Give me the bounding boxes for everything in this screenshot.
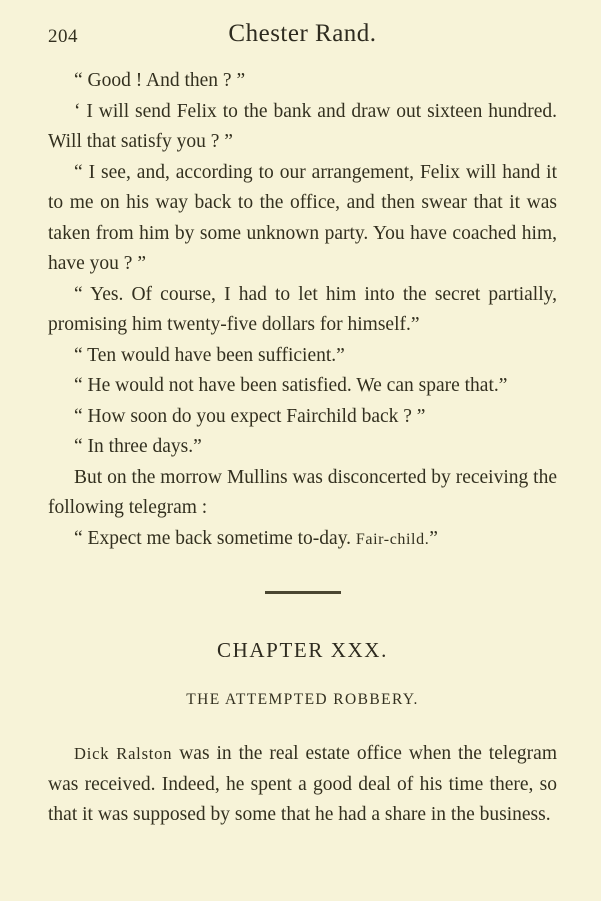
paragraph: But on the morrow Mullins was disconcerted by receiving the following telegram : xyxy=(48,466,557,518)
chapter-opening-name: Dick Ralston xyxy=(74,744,173,763)
telegram-quote xyxy=(48,524,557,556)
paragraph: “ He would not have been satisfied. We can spare that.” xyxy=(74,375,508,396)
telegram-signature-tail: ” xyxy=(429,527,438,549)
telegram-signature: Fair-child. xyxy=(355,530,430,548)
chapter-opening-paragraph xyxy=(48,739,557,831)
section-divider-rule xyxy=(265,591,341,594)
chapter-body-text xyxy=(48,739,557,831)
chapter-heading: CHAPTER XXX. xyxy=(217,638,388,662)
chapter-subheading: THE ATTEMPTED ROBBERY. xyxy=(186,691,419,708)
chapter-opening-rest: was in the real estate office when the telegram was received. Indeed, he spent a good deal of his time there, so that it was supposed by some that he had a share in the business. xyxy=(48,743,558,825)
paragraph: “ Yes. Of course, I had to let him into the secret partially, promising him twenty-five dollars for himself.” xyxy=(48,283,557,335)
telegram-text: “ Expect me back sometime to-day. xyxy=(74,527,356,549)
page-number: 204 xyxy=(48,26,78,47)
paragraph: “ Good ! And then ? ” xyxy=(74,70,246,91)
running-head xyxy=(48,18,557,60)
paragraph: “ How soon do you expect Fairchild back ? ” xyxy=(74,405,426,427)
body-text xyxy=(48,66,557,555)
paragraph: “ Ten would have been sufficient.” xyxy=(74,344,345,366)
book-title: Chester Rand. xyxy=(228,20,377,47)
paragraph: “ In three days.” xyxy=(74,436,202,457)
paragraph: “ I see, and, according to our arrangement, Felix will hand it to me on his way back to the office, and then swear that it was taken from him by some unknown party. You have coached him, have you ? ” xyxy=(48,161,557,274)
paragraph: ‘ I will send Felix to the bank and draw out sixteen hundred. Will that satisfy you ? ” xyxy=(48,100,557,152)
